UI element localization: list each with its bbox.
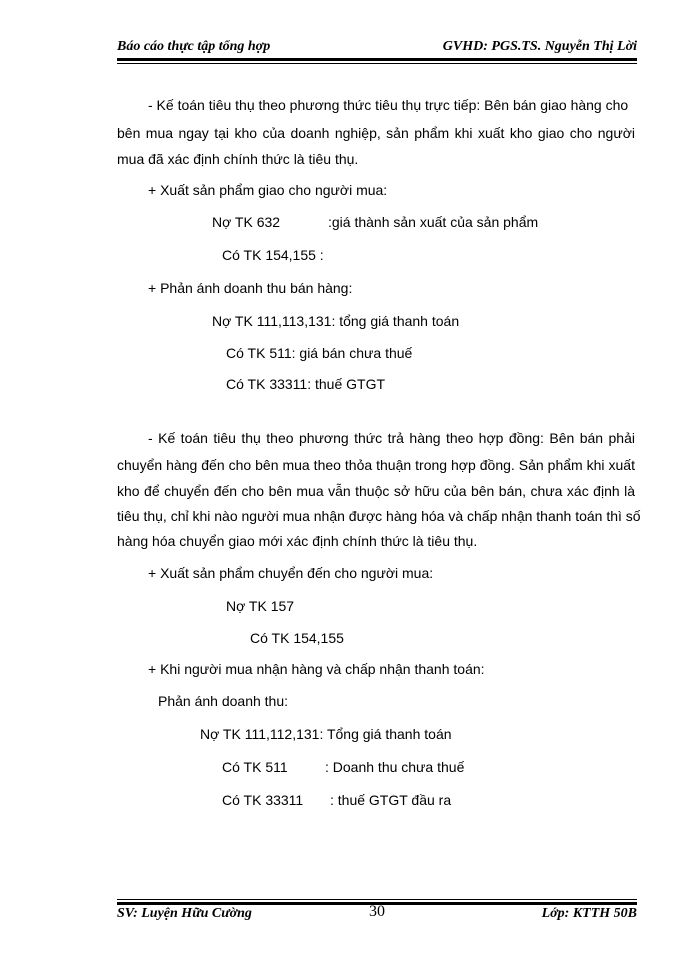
step-record-revenue: + Phản ánh doanh thu bán hàng:: [148, 280, 353, 296]
entry-1-credit: Có TK 154,155 :: [222, 247, 324, 263]
page-number: 30: [369, 903, 385, 920]
entry-4-credit-511-desc: : Doanh thu chưa thuế: [325, 759, 465, 775]
paragraph-2-line-5: hàng hóa chuyển giao mới xác định chính thức là tiêu thụ.: [117, 533, 478, 549]
step-buyer-accepts: + Khi người mua nhận hàng và chấp nhận thanh toán:: [148, 661, 485, 677]
entry-1-debit: Nợ TK 632: [212, 214, 281, 230]
step-record-revenue-2: Phản ánh doanh thu:: [158, 693, 289, 709]
footer-class: Lớp: KTTH 50B: [541, 906, 637, 921]
entry-4-credit-33311-desc: : thuế GTGT đầu ra: [330, 792, 452, 808]
entry-2-debit: Nợ TK 111,113,131: tổng giá thanh toán: [212, 313, 460, 329]
entry-4-credit-511: Có TK 511: [222, 759, 288, 775]
paragraph-2-line-4: tiêu thụ, chỉ khi nào người mua nhận được hàng hóa và chấp nhận thanh toán thì số: [117, 508, 641, 524]
entry-3-debit: Nợ TK 157: [226, 598, 295, 614]
entry-2-credit-33311: Có TK 33311: thuế GTGT: [226, 376, 386, 392]
paragraph-1-line-3: mua đã xác định chính thức là tiêu thụ.: [117, 151, 359, 167]
footer-student: SV: Luyện Hữu Cường: [117, 906, 252, 921]
entry-1-debit-desc: :giá thành sản xuất của sản phẩm: [328, 214, 539, 230]
entry-4-credit-33311: Có TK 33311: [222, 792, 304, 808]
step-ship-to-buyer: + Xuất sản phẩm chuyển đến cho người mua:: [148, 565, 434, 581]
paragraph-2-line-2: chuyển hàng đến cho bên mua theo thỏa thuận trong hợp đồng. Sản phẩm khi xuất: [117, 457, 635, 473]
header-report-title: Báo cáo thực tập tổng hợp: [117, 39, 271, 54]
header-supervisor: GVHD: PGS.TS. Nguyễn Thị Lời: [442, 39, 637, 54]
paragraph-1-line-2: bên mua ngay tại kho của doanh nghiệp, sản phẩm khi xuất kho giao cho người: [117, 125, 635, 141]
paragraph-1-line-1: - Kế toán tiêu thụ theo phương thức tiêu thụ trực tiếp: Bên bán giao hàng cho: [148, 97, 629, 113]
entry-4-debit: Nợ TK 111,112,131: Tổng giá thanh toán: [200, 726, 452, 742]
step-export-to-buyer: + Xuất sản phẩm giao cho người mua:: [148, 182, 388, 198]
header-rule: [117, 58, 637, 64]
entry-3-credit: Có TK 154,155: [250, 630, 344, 646]
paragraph-2-line-3: kho để chuyển đến cho bên mua vẫn thuộc sở hữu của bên bán, chưa xác định là: [117, 483, 635, 499]
paragraph-2-line-1: - Kế toán tiêu thụ theo phương thức trả hàng theo hợp đồng: Bên bán phải: [148, 430, 635, 446]
entry-2-credit-511: Có TK 511: giá bán chưa thuế: [226, 345, 413, 361]
